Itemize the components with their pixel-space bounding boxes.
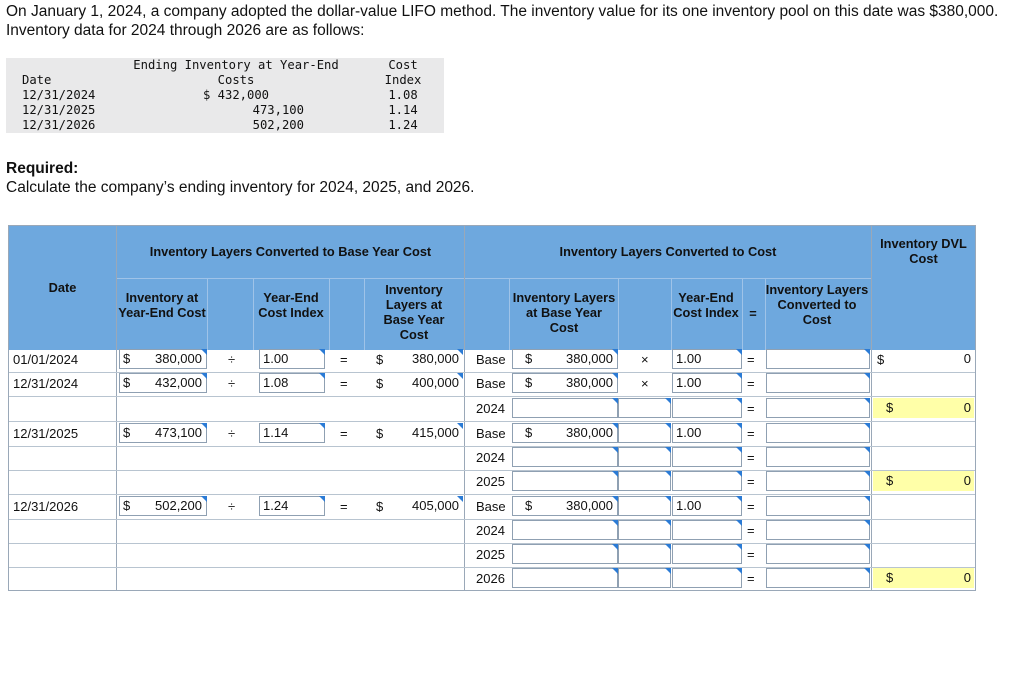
base-cost-value: 400,000 xyxy=(412,375,459,390)
input-marker-icon xyxy=(201,423,207,429)
input-marker-icon xyxy=(864,447,870,453)
layer-cost-value: 380,000 xyxy=(566,425,613,440)
input-marker-icon xyxy=(457,349,463,355)
dollar-sign: $ xyxy=(123,498,131,513)
col-divider xyxy=(765,278,766,350)
operator-input[interactable] xyxy=(618,568,671,588)
input-marker-icon xyxy=(864,423,870,429)
data-cell-index: 1.08 xyxy=(388,88,418,102)
equals-symbol: = xyxy=(747,376,755,391)
ye-cost-input[interactable] xyxy=(119,496,207,516)
input-marker-icon xyxy=(665,471,671,477)
layer-index-value: 1.00 xyxy=(676,498,702,513)
layer-label: Base xyxy=(476,426,506,441)
input-marker-icon xyxy=(319,373,325,379)
input-marker-icon xyxy=(736,423,742,429)
equals-symbol: = xyxy=(747,426,755,441)
col-header-ye-index: Year-End Cost Index xyxy=(673,290,739,320)
dollar-sign: $ xyxy=(376,426,384,441)
operator-input[interactable] xyxy=(618,447,671,467)
input-marker-icon xyxy=(665,398,671,404)
data-header-cost: Ending Inventory at Year-End Costs xyxy=(133,58,339,87)
row-date: 01/01/2024 xyxy=(13,352,79,367)
input-marker-icon xyxy=(665,447,671,453)
ye-cost-input[interactable] xyxy=(119,373,207,393)
index-value: 1.08 xyxy=(263,375,289,390)
layer-cost-input[interactable] xyxy=(512,471,618,491)
input-marker-icon xyxy=(665,496,671,502)
row-date: 12/31/2025 xyxy=(13,426,79,441)
divide-symbol: ÷ xyxy=(228,499,236,514)
layer-index-input[interactable] xyxy=(672,568,742,588)
base-cost-input[interactable] xyxy=(371,373,463,393)
col-header-ye-cost: Inventory at Year-End Cost xyxy=(118,290,206,320)
layer-index-input[interactable] xyxy=(672,398,742,418)
layer-index-input[interactable] xyxy=(672,349,742,369)
row-divider xyxy=(9,421,975,422)
layer-cost-input[interactable] xyxy=(512,398,618,418)
index-input[interactable] xyxy=(259,349,325,369)
dvl-cost-total xyxy=(873,568,974,588)
layer-index-value: 1.00 xyxy=(676,425,702,440)
col-divider xyxy=(742,278,743,350)
layer-label: 2024 xyxy=(476,450,505,465)
base-cost-value: 415,000 xyxy=(412,425,459,440)
index-input[interactable] xyxy=(259,373,325,393)
input-marker-icon xyxy=(201,496,207,502)
converted-cost-input[interactable] xyxy=(766,544,870,564)
input-marker-icon xyxy=(864,471,870,477)
converted-cost-input[interactable] xyxy=(766,471,870,491)
equals-symbol: = xyxy=(340,376,348,391)
dvl-worksheet xyxy=(8,225,976,591)
input-marker-icon xyxy=(736,471,742,477)
input-marker-icon xyxy=(201,373,207,379)
input-marker-icon xyxy=(864,544,870,550)
col-divider xyxy=(207,278,208,350)
equals-symbol: = xyxy=(340,499,348,514)
layer-cost-input[interactable] xyxy=(512,423,618,443)
input-marker-icon xyxy=(864,349,870,355)
layer-label: 2025 xyxy=(476,547,505,562)
input-marker-icon xyxy=(736,398,742,404)
ye-cost-input[interactable] xyxy=(119,349,207,369)
operator-input[interactable] xyxy=(618,520,671,540)
layer-cost-input[interactable] xyxy=(512,544,618,564)
data-cell-date: 12/31/2026 xyxy=(22,118,96,132)
row-divider xyxy=(9,396,975,397)
input-marker-icon xyxy=(864,496,870,502)
converted-cost-input[interactable] xyxy=(766,568,870,588)
inventory-data-table xyxy=(6,58,444,133)
dvl-cost-value: 0 xyxy=(963,351,971,366)
layer-cost-input[interactable] xyxy=(512,349,618,369)
index-input[interactable] xyxy=(259,423,325,443)
divide-symbol: ÷ xyxy=(228,376,236,391)
input-marker-icon xyxy=(665,544,671,550)
converted-cost-input[interactable] xyxy=(766,373,870,393)
layer-label: 2024 xyxy=(476,401,505,416)
layer-index-input[interactable] xyxy=(672,471,742,491)
dollar-sign: $ xyxy=(376,499,384,514)
ye-cost-input[interactable] xyxy=(119,423,207,443)
layer-cost-value: 380,000 xyxy=(566,351,613,366)
input-marker-icon xyxy=(457,496,463,502)
layer-index-input[interactable] xyxy=(672,447,742,467)
data-header-index: Cost Index xyxy=(384,58,422,87)
dollar-sign: $ xyxy=(886,400,894,415)
col-header-base-layers: Inventory Layers at Base Year Cost xyxy=(383,282,445,342)
operator-input[interactable] xyxy=(618,373,671,393)
operator-input[interactable] xyxy=(618,398,671,418)
base-cost-input[interactable] xyxy=(371,349,463,369)
data-cell-date: 12/31/2024 xyxy=(22,88,96,102)
index-value: 1.24 xyxy=(263,498,289,513)
dvl-cost-value: 0 xyxy=(963,570,971,585)
layer-cost-value: 380,000 xyxy=(566,498,613,513)
input-marker-icon xyxy=(665,568,671,574)
equals-symbol: = xyxy=(747,401,755,416)
layer-cost-input[interactable] xyxy=(512,496,618,516)
data-cell-index: 1.24 xyxy=(388,118,418,132)
layer-index-input[interactable] xyxy=(672,520,742,540)
input-marker-icon xyxy=(665,520,671,526)
row-date: 12/31/2024 xyxy=(13,376,79,391)
index-input[interactable] xyxy=(259,496,325,516)
equals-symbol: = xyxy=(747,523,755,538)
input-marker-icon xyxy=(319,423,325,429)
col-divider xyxy=(116,226,117,590)
layer-label: 2024 xyxy=(476,523,505,538)
input-marker-icon xyxy=(736,496,742,502)
dvl-cost-value: 0 xyxy=(963,400,971,415)
dollar-sign: $ xyxy=(123,351,131,366)
converted-cost-input[interactable] xyxy=(766,496,870,516)
equals-symbol: = xyxy=(340,352,348,367)
dollar-sign: $ xyxy=(123,425,131,440)
index-value: 1.14 xyxy=(263,425,289,440)
input-marker-icon xyxy=(457,373,463,379)
col-header-converted: Inventory Layers Converted to Cost xyxy=(765,282,869,327)
header-divider xyxy=(117,278,871,279)
dollar-sign: $ xyxy=(376,376,384,391)
col-divider xyxy=(464,226,465,590)
dvl-cost-total xyxy=(873,471,974,491)
group-header-base-year: Inventory Layers Converted to Base Year Cost xyxy=(149,244,432,259)
col-divider xyxy=(253,278,254,350)
layer-label: 2026 xyxy=(476,571,505,586)
dollar-sign: $ xyxy=(886,570,894,585)
layer-cost-input[interactable] xyxy=(512,373,618,393)
dollar-sign: $ xyxy=(525,351,533,366)
layer-index-input[interactable] xyxy=(672,423,742,443)
col-divider xyxy=(871,226,872,590)
input-marker-icon xyxy=(864,568,870,574)
col-divider xyxy=(618,278,619,350)
data-cell-date: 12/31/2025 xyxy=(22,103,96,117)
index-value: 1.00 xyxy=(263,351,289,366)
converted-cost-input[interactable] xyxy=(766,447,870,467)
ye-cost-value: 432,000 xyxy=(155,375,202,390)
data-cell-cost: 502,200 xyxy=(252,118,304,132)
equals-symbol: = xyxy=(747,547,755,562)
col-header-index: Year-End Cost Index xyxy=(258,290,324,320)
equals-symbol: = xyxy=(747,450,755,465)
converted-cost-input[interactable] xyxy=(766,423,870,443)
col-divider xyxy=(509,278,510,350)
input-marker-icon xyxy=(319,496,325,502)
dollar-sign: $ xyxy=(525,498,533,513)
problem-intro: On January 1, 2024, a company adopted the dollar-value LIFO method. The inventory value for its one inventory pool on this date was $380,000. Inventory data for 2024 through 2026 are as follows: xyxy=(6,3,999,39)
layer-label: Base xyxy=(476,376,506,391)
base-cost-value: 405,000 xyxy=(412,498,459,513)
converted-cost-input[interactable] xyxy=(766,349,870,369)
data-cell-cost: 473,100 xyxy=(252,103,304,117)
dollar-sign: $ xyxy=(376,352,384,367)
input-marker-icon xyxy=(736,568,742,574)
input-marker-icon xyxy=(201,349,207,355)
times-symbol: × xyxy=(641,352,649,367)
divide-symbol: ÷ xyxy=(228,426,236,441)
input-marker-icon xyxy=(864,398,870,404)
operator-input[interactable] xyxy=(618,349,671,369)
times-symbol: × xyxy=(641,376,649,391)
layer-index-input[interactable] xyxy=(672,544,742,564)
dvl-cost-total xyxy=(873,398,974,418)
layer-label: 2025 xyxy=(476,474,505,489)
group-header-to-cost: Inventory Layers Converted to Cost xyxy=(559,244,777,259)
layer-label: Base xyxy=(476,352,506,367)
dvl-cost-value: 0 xyxy=(963,473,971,488)
operator-input[interactable] xyxy=(618,471,671,491)
equals-symbol: = xyxy=(747,352,755,367)
col-divider xyxy=(364,278,365,350)
input-marker-icon xyxy=(665,423,671,429)
data-cell-index: 1.14 xyxy=(388,103,418,117)
input-marker-icon xyxy=(864,520,870,526)
operator-input[interactable] xyxy=(618,544,671,564)
input-marker-icon xyxy=(736,349,742,355)
row-divider xyxy=(9,494,975,495)
dollar-sign: $ xyxy=(525,425,533,440)
layer-cost-input[interactable] xyxy=(512,568,618,588)
equals-symbol: = xyxy=(747,499,755,514)
required-heading: Required: xyxy=(6,160,79,177)
layer-cost-input[interactable] xyxy=(512,520,618,540)
ye-cost-value: 380,000 xyxy=(155,351,202,366)
data-header-date: Date xyxy=(22,73,52,87)
group-header-dvl-cost: Inventory DVL Cost xyxy=(880,236,967,266)
col-header-date: Date xyxy=(48,280,77,295)
base-cost-input[interactable] xyxy=(371,423,463,443)
converted-cost-input[interactable] xyxy=(766,520,870,540)
divide-symbol: ÷ xyxy=(228,352,236,367)
input-marker-icon xyxy=(736,520,742,526)
equals-symbol: = xyxy=(340,426,348,441)
ye-cost-value: 502,200 xyxy=(155,498,202,513)
dollar-sign: $ xyxy=(886,473,894,488)
base-cost-input[interactable] xyxy=(371,496,463,516)
layer-index-input[interactable] xyxy=(672,496,742,516)
layer-label: Base xyxy=(476,499,506,514)
input-marker-icon xyxy=(736,544,742,550)
operator-input[interactable] xyxy=(618,423,671,443)
layer-index-value: 1.00 xyxy=(676,375,702,390)
input-marker-icon xyxy=(319,349,325,355)
dollar-sign: $ xyxy=(525,375,533,390)
input-marker-icon xyxy=(457,423,463,429)
col-header-layers-base: Inventory Layers at Base Year Cost xyxy=(512,290,616,335)
ye-cost-value: 473,100 xyxy=(155,425,202,440)
layer-cost-input[interactable] xyxy=(512,447,618,467)
data-cell-cost: $ 432,000 xyxy=(202,88,270,102)
layer-index-input[interactable] xyxy=(672,373,742,393)
layer-cost-value: 380,000 xyxy=(566,375,613,390)
equals-symbol: = xyxy=(747,571,755,586)
input-marker-icon xyxy=(864,373,870,379)
row-date: 12/31/2026 xyxy=(13,499,79,514)
base-cost-value: 380,000 xyxy=(412,351,459,366)
input-marker-icon xyxy=(736,447,742,453)
layer-index-value: 1.00 xyxy=(676,351,702,366)
converted-cost-input[interactable] xyxy=(766,398,870,418)
col-divider xyxy=(329,278,330,350)
col-divider xyxy=(671,278,672,350)
input-marker-icon xyxy=(736,373,742,379)
required-text: Calculate the company’s ending inventory for 2024, 2025, and 2026. xyxy=(6,179,475,196)
col-header-eq: = xyxy=(749,306,757,321)
equals-symbol: = xyxy=(747,474,755,489)
operator-input[interactable] xyxy=(618,496,671,516)
dollar-sign: $ xyxy=(877,352,885,367)
dollar-sign: $ xyxy=(123,375,131,390)
